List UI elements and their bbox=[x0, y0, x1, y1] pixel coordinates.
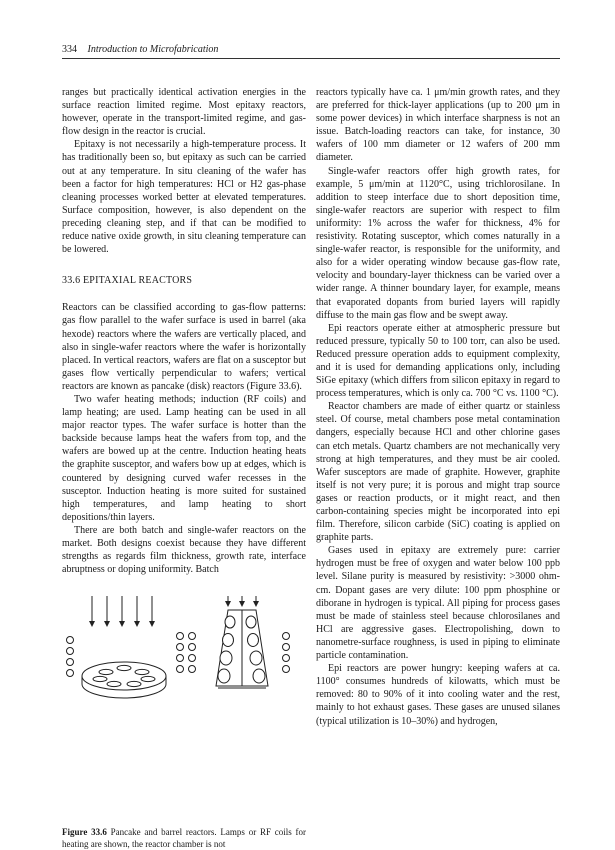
barrel-susceptor bbox=[216, 610, 268, 688]
paragraph: Gases used in epitaxy are extremely pure: carrier hydrogen must be free of oxygen and water below 100 ppb level. Silane purity is measured by resistivity: >3000 ohm-cm. Dopant gases are very dilute: 100 ppm phosphine or diborane in hydrogen is typical. All piping for process gases must be made of stainless steel because chlorosilanes and HCl are aggressive gases. Electropolishing, down to nanometre-surface roughness, is used in piping to eliminate particle contamination. bbox=[316, 545, 560, 662]
section-heading: 33.6 EPITAXIAL REACTORS bbox=[62, 275, 193, 287]
paragraph: Single-wafer reactors offer high growth rates, for example, 5 μm/min at 1120°C, using trichlorosilane. In addition to steep interface due to short deposition time, single-wafer reactors are superior with respect to film uniformity: 1% across the wafer for thickness, 4% for resistivity. Rotating susceptor, which comes naturally in a single-wafer reactor, is responsible for the uniformity, and also for a wider operating window because gas-flow rate, velocity and boundary-layer thickness can be varied over a wider range. A thinner boundary layer, for example, means that evaporated dopants from buried layers will rapidly diffuse to the main gas flow and be swept away. bbox=[316, 165, 560, 321]
paragraph: Reactor chambers are made of either quartz or stainless steel. Of course, metal chambers pose metal contamination dangers, especially because HCl and other chlorine gases can etch metals. Quartz chambers are not mechanically very strong at high temperatures, and they must be air cooled. Wafer susceptors are made of graphite. However, graphite itself is not very pure; it is porous and might trap source gases or reaction products, or it might react, and then carbon-containing species might be incorporated into epi film. Therefore, silicon carbide (SiC) coating is applied on graphite parts. bbox=[316, 401, 560, 544]
caption-text: Pancake and barrel reactors. Lamps or RF coils for heating are shown, the reactor chamber is not bbox=[62, 827, 307, 849]
pancake-susceptor bbox=[82, 662, 166, 698]
paragraph: There are both batch and single-wafer reactors on the market. Both designs coexist because they have different strengths as regards film thickness, growth rate, interface abruptness or doping uniformity. Batch bbox=[62, 524, 306, 576]
right-column bbox=[316, 86, 560, 728]
running-title: Introduction to Microfabrication bbox=[87, 44, 219, 55]
paragraph: Epitaxy is not necessarily a high-temperature process. It has traditionally been so, but epitaxy as such can be carried out at any temperature. In situ cleaning of the wafer has been a factor for high temperatures: HCl or H2 gas-phase cleaning processes worked better at elevated temperatures. Surface composition, however, is also dependent on the preceding cleaning step, and if that can be modified to reduce native oxide growth, in situ cleaning temperature can be lowered. bbox=[62, 139, 306, 256]
rf-coils-left bbox=[67, 637, 74, 677]
left-column bbox=[62, 86, 306, 576]
pancake-gas-arrows bbox=[92, 596, 152, 624]
rf-coils-right bbox=[283, 633, 290, 673]
header-rule bbox=[62, 58, 560, 59]
rf-coils-middle bbox=[177, 633, 196, 673]
running-header bbox=[62, 44, 218, 55]
figure-label: Figure 33.6 bbox=[62, 827, 107, 837]
paragraph: Epi reactors operate either at atmospheric pressure but reduced pressure, typically 50 to 100 torr, can also be used. Reduced pressure operation adds to equipment complexity, and it is used for demanding applications only, including SiGe epitaxy (which differs from silicon epitaxy in regard to process temperatures, which is only ca. 700 °C vs. 1100 °C). bbox=[316, 322, 560, 400]
paragraph: Two wafer heating methods; induction (RF coils) and lamp heating; are used. Lamp heating can be used in all major reactor types. The wafer surface is hotter than the backside because lamps heat the wafers from top, and the wafers are bowed up at the centre. Induction heating heats the graphite susceptor, and wafers bow up at edges, which is countered by designing curved wafer recesses in the susceptor. Induction heating is more suited for sustained high temperatures, and lamp heating to short depositions/thin layers. bbox=[62, 393, 306, 523]
paragraph: ranges but practically identical activation energies in the surface reaction limited regime. Most epitaxy reactors, however, operate in the transport-limited regime, and gas-flow design in the reactor is crucial. bbox=[62, 87, 306, 138]
paragraph: reactors typically have ca. 1 μm/min growth rates, and they are preferred for thick-layer applications (up to 200 μm in some power devices) in which interface sharpness is not an issue. Batch-loading reactors can take, for instance, 30 wafers of 100 mm diameter or 12 wafers of 200 mm diameter. bbox=[316, 87, 560, 164]
paragraph: Reactors can be classified according to gas-flow patterns: gas flow parallel to the wafer surface is used in barrel (aka hexode) reactors where the wafers are vertically placed, and also in single-wafer reactors where the wafer is horizontally placed. In vertical reactors, wafers are flat on a susceptor but gases flow vertically perpendicular to wafers; vertical reactors are known as pancake (disk) reactors (Figure 33.6). bbox=[62, 302, 306, 392]
figure-pancake-barrel-reactors bbox=[62, 596, 306, 838]
paragraph: Epi reactors are power hungry: keeping wafers at ca. 1100° consumes hundreds of kilowatts, which must be removed: 80 to 90% of it into cooling water and the rest, mainly to hot exhaust gases. These gases are unused silanes (typical utilization is 10–30%) and hydrogen, bbox=[316, 663, 560, 727]
reactor-diagram bbox=[62, 596, 306, 838]
page-number: 334 bbox=[62, 44, 77, 55]
barrel-gas-arrows bbox=[228, 596, 256, 604]
figure-caption bbox=[62, 826, 306, 850]
